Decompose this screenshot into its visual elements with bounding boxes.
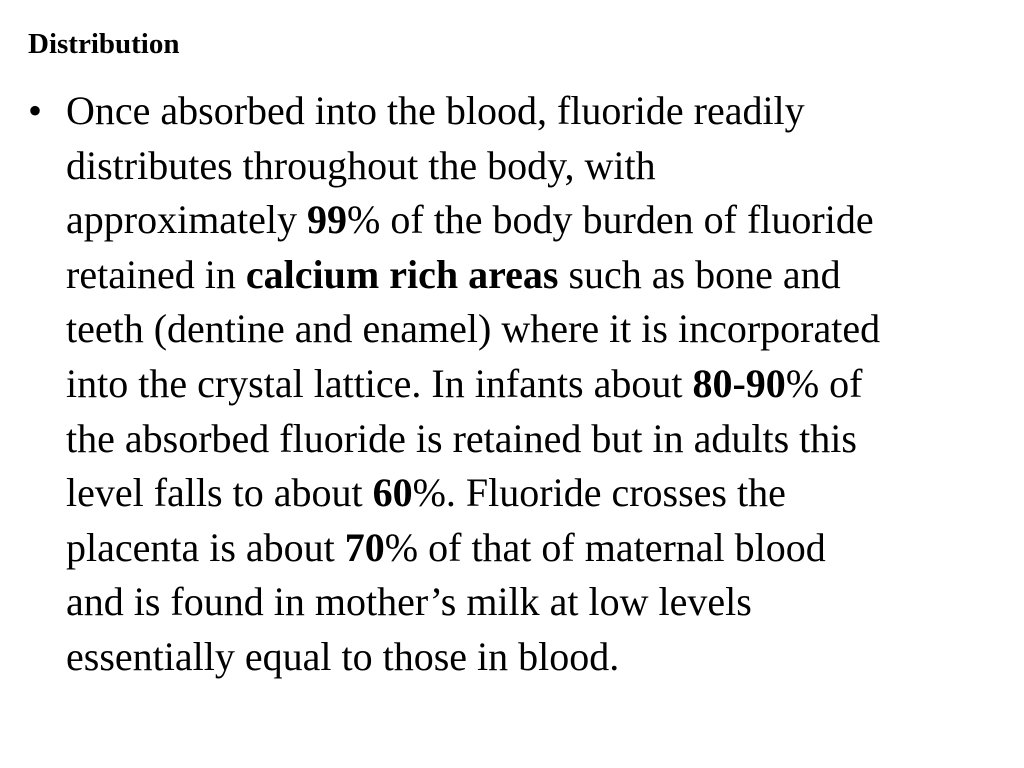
- text-segment: % of that of maternal blood: [384, 524, 826, 570]
- text-segment: distributes throughout the body, with: [66, 142, 656, 188]
- text-segment: Once absorbed into the blood, fluoride readily: [66, 88, 805, 133]
- text-segment: such as bone and: [558, 251, 841, 297]
- text-line: [66, 193, 880, 248]
- emphasized-text: 99: [307, 197, 348, 243]
- text-segment: % of: [785, 360, 863, 406]
- bullet-marker: •: [28, 88, 43, 133]
- text-segment: % of the body burden of fluoride: [347, 197, 874, 243]
- emphasized-text: 80-90: [692, 360, 786, 406]
- text-line: [66, 466, 880, 521]
- text-segment: placenta is about: [66, 524, 345, 570]
- text-line: [66, 84, 880, 139]
- text-line: [66, 302, 880, 357]
- slide-title: Distribution: [28, 28, 180, 60]
- emphasized-text: 60: [372, 470, 413, 516]
- text-segment: and is found in mother’s milk at low levels: [66, 579, 752, 625]
- text-line: [66, 248, 880, 303]
- text-segment: the absorbed fluoride is retained but in adults this: [66, 415, 857, 461]
- text-line: [66, 575, 880, 630]
- text-line: [66, 412, 880, 467]
- emphasized-text: 70: [344, 524, 385, 570]
- text-segment: essentially equal to those in blood.: [66, 633, 620, 679]
- bullet-paragraph: [66, 84, 880, 685]
- text-segment: level falls to about: [66, 470, 373, 516]
- text-line: [66, 139, 880, 194]
- text-line: [66, 521, 880, 576]
- emphasized-text: calcium rich areas: [245, 251, 559, 297]
- text-segment: %. Fluoride crosses the: [412, 470, 786, 516]
- text-line: [66, 357, 880, 412]
- text-segment: into the crystal lattice. In infants about: [66, 360, 693, 406]
- text-line: [66, 630, 880, 685]
- text-segment: retained in: [66, 251, 246, 297]
- text-segment: approximately: [66, 197, 308, 243]
- text-segment: teeth (dentine and enamel) where it is incorporated: [66, 306, 881, 352]
